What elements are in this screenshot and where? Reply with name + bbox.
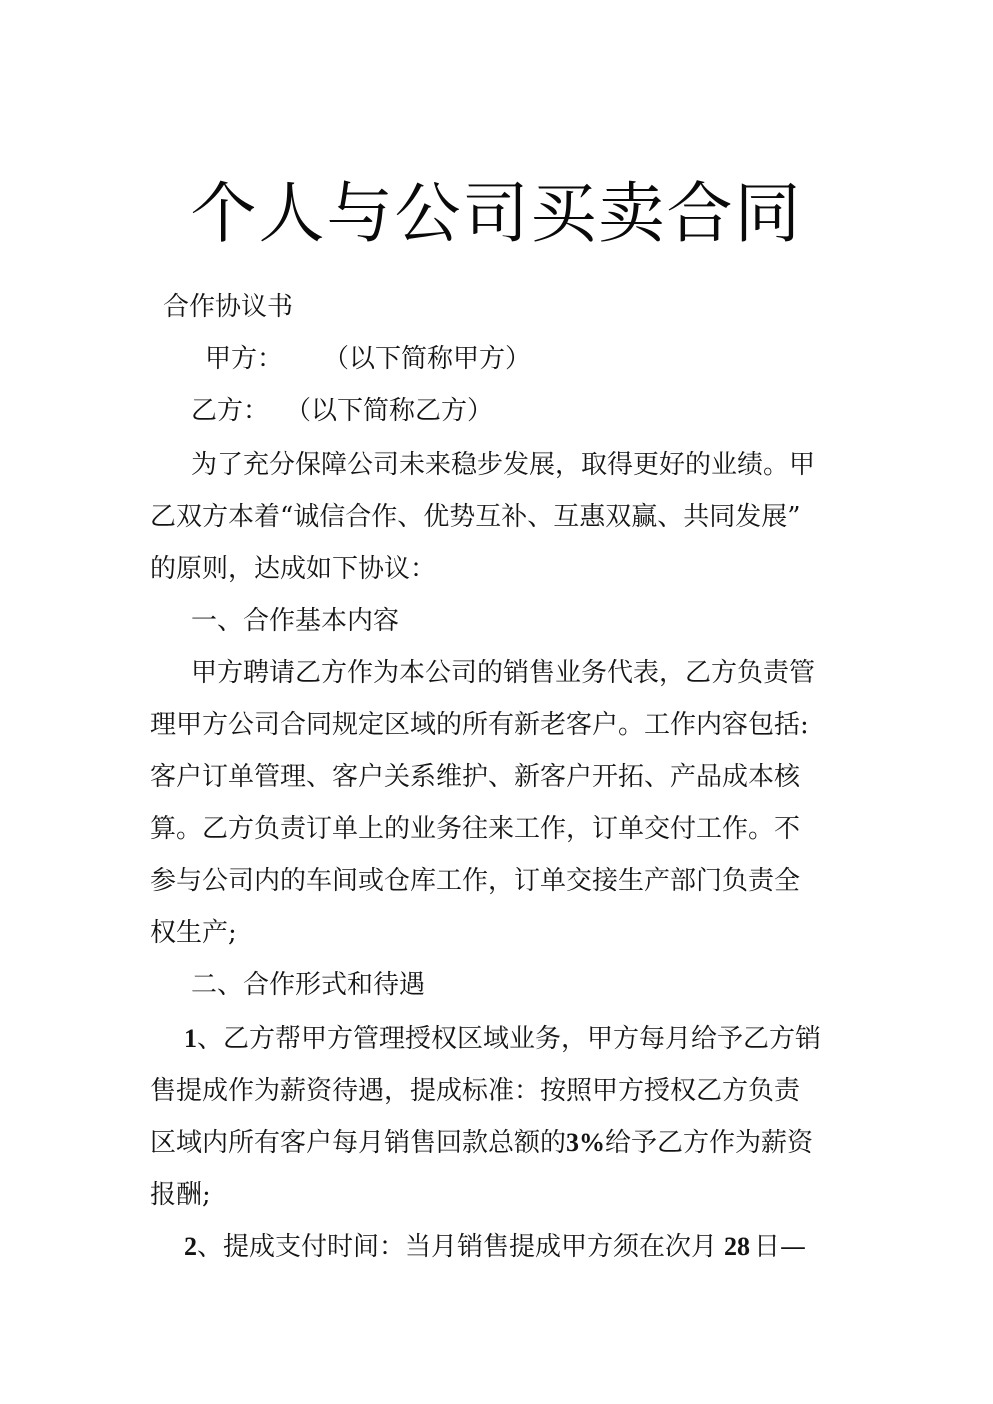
section1-line-6: 权生产; xyxy=(150,918,237,948)
section1-line-4: 算。乙方负责订单上的业务往来工作，订单交付工作。不 xyxy=(150,814,801,844)
item2-text: 、提成支付时间：当月销售提成甲方须在次月 xyxy=(197,1232,718,1262)
party-a-line xyxy=(205,342,531,376)
section2-item1-line-3 xyxy=(150,1126,813,1160)
party-b-line xyxy=(191,394,493,428)
document-subtitle: 合作协议书 xyxy=(163,292,294,322)
item1-text: 、乙方帮甲方管理授权区域业务，甲方每月给予乙方销 xyxy=(197,1024,822,1054)
section2-heading: 二、合作形式和待遇 xyxy=(191,970,426,1000)
payment-day: 28 xyxy=(724,1232,751,1261)
section1-heading: 一、合作基本内容 xyxy=(191,606,400,636)
intro-line-1: 为了充分保障公司未来稳步发展，取得更好的业绩。甲 xyxy=(191,450,816,480)
commission-percent: 3% xyxy=(566,1128,606,1157)
intro-line-2: 乙双方本着“诚信合作、优势互补、互惠双赢、共同发展” xyxy=(150,502,801,532)
party-b-label: 乙方： xyxy=(191,396,270,426)
section1-line-5: 参与公司内的车间或仓库工作，订单交接生产部门负责全 xyxy=(150,866,801,896)
intro-line-3: 的原则，达成如下协议： xyxy=(150,554,437,584)
party-a-label: 甲方： xyxy=(205,344,284,374)
section1-line-3: 客户订单管理、客户关系维护、新客户开拓、产品成本核 xyxy=(150,762,801,792)
party-b-note: （以下简称乙方） xyxy=(285,396,494,426)
item1-number: 1 xyxy=(184,1024,197,1053)
section2-item1-line-1 xyxy=(184,1022,821,1056)
item2-number: 2 xyxy=(184,1232,197,1261)
section2-item1-line-4: 报酬; xyxy=(150,1180,211,1210)
section1-line-2: 理甲方公司合同规定区域的所有新老客户。工作内容包括: xyxy=(150,710,809,740)
item1-line3-post: 给予乙方作为薪资 xyxy=(605,1128,814,1158)
section2-item2-line-1 xyxy=(184,1230,806,1264)
item1-line3-pre: 区域内所有客户每月销售回款总额的 xyxy=(150,1128,567,1158)
section1-line-1: 甲方聘请乙方作为本公司的销售业务代表，乙方负责管 xyxy=(191,658,816,688)
item2-tail: 日— xyxy=(754,1232,807,1262)
document-title: 个人与公司买卖合同 xyxy=(190,175,803,252)
section2-item1-line-2: 售提成作为薪资待遇，提成标准：按照甲方授权乙方负责 xyxy=(150,1076,801,1106)
party-a-note: （以下简称甲方） xyxy=(323,344,532,374)
